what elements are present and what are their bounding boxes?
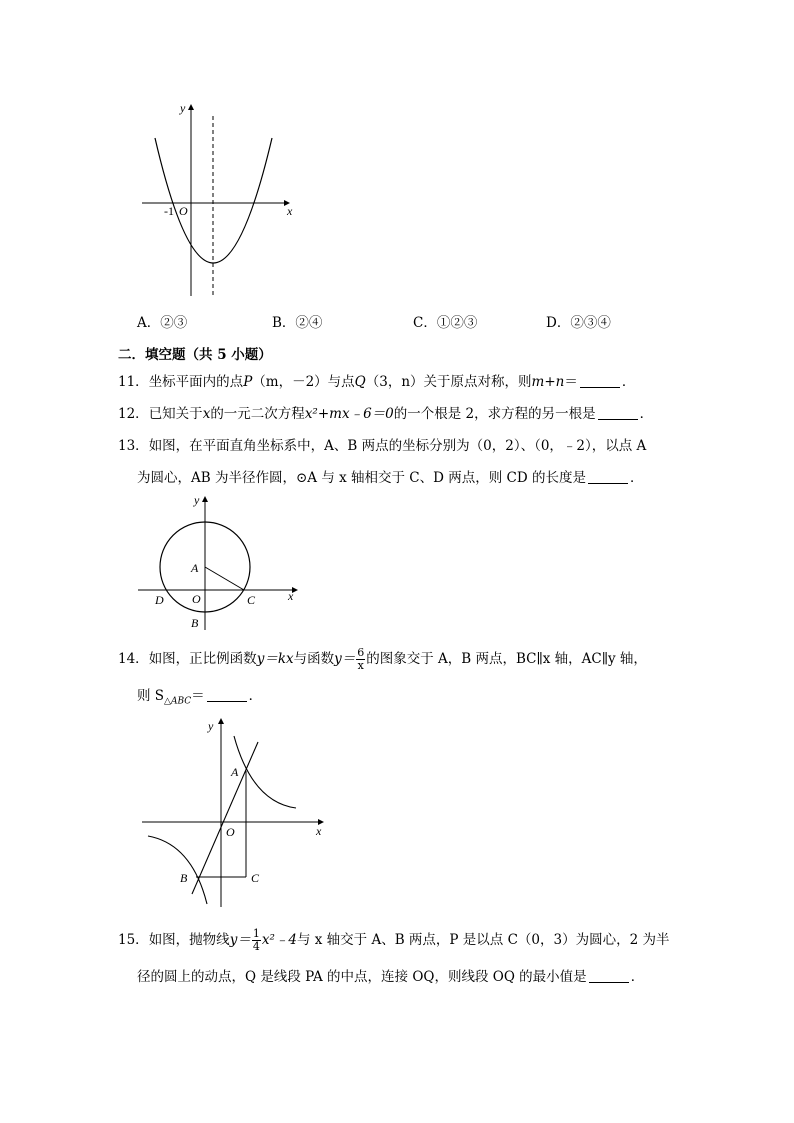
q14-text2: 与函数 <box>293 651 335 667</box>
x-label: x <box>287 204 293 218</box>
question-12 <box>118 404 653 424</box>
origin-label: O <box>192 592 201 606</box>
q13-end: ． <box>629 470 644 486</box>
q15-text2: 与 x 轴交于 A、B 两点，P 是以点 C（0，3）为圆心，2 为半 <box>296 932 670 948</box>
q14-text: 如图，正比例函数 <box>148 651 257 667</box>
radius-ac <box>205 567 244 590</box>
point-a-label: A <box>191 561 199 575</box>
q11-pcoord: （m，－2） <box>252 374 328 390</box>
question-13-line1 <box>118 436 646 456</box>
question-13-line2 <box>137 468 643 488</box>
q13-answer-blank[interactable] <box>588 469 628 484</box>
q15-fraction <box>252 928 261 953</box>
q11-text: 坐标平面内的点 <box>148 374 244 390</box>
q11-eq: ＝ <box>564 374 578 390</box>
q15-text: 如图，抛物线 <box>148 932 230 948</box>
y-label: y <box>180 101 186 115</box>
q12-text2: 的一元二次方程 <box>210 406 305 422</box>
q13-text2: 为圆心，AB 为半径作圆，⊙A 与 x 轴相交于 C、D 两点，则 CD 的长度是 <box>137 470 586 486</box>
q12-x: x <box>202 406 211 422</box>
q11-answer-blank[interactable] <box>580 373 620 388</box>
hyperbola-figure <box>140 714 330 909</box>
q14-fraction <box>356 647 365 672</box>
q15-answer-blank[interactable] <box>589 968 629 983</box>
q11-qcoord: （3，n） <box>365 374 424 390</box>
q14-number: 14． <box>118 651 149 667</box>
y-label: y <box>208 719 214 733</box>
circle-figure <box>136 492 306 632</box>
q14-answer-blank[interactable] <box>207 687 247 702</box>
q14-s: 则 S <box>137 688 165 704</box>
q11-q: Q <box>354 374 366 390</box>
q14-end: ． <box>248 688 263 704</box>
q11-p: P <box>243 374 253 390</box>
option-b[interactable]: B．②④ <box>272 315 323 331</box>
q14-frac-den: x <box>357 659 364 672</box>
q12-equation: x²+mx﹣6＝0 <box>304 406 394 422</box>
q15-func2: x²﹣4 <box>261 932 297 948</box>
neg-one-label: -1 <box>164 204 174 218</box>
hyperbola-branch-2 <box>148 836 207 904</box>
q13-text: 如图，在平面直角坐标系中，A、B 两点的坐标分别为（0，2）、（0，﹣2），以点 A <box>148 438 647 454</box>
section-heading: 二．填空题（共 5 小题） <box>118 347 272 363</box>
q15-number: 15． <box>118 932 149 948</box>
q12-text: 已知关于 <box>148 406 203 422</box>
parabola-figure <box>138 98 308 303</box>
q15-frac-den: 4 <box>252 940 260 953</box>
line-ab <box>192 742 258 894</box>
question-14-line1 <box>118 646 647 672</box>
option-d[interactable]: D．②③④ <box>546 315 611 331</box>
q14-subscript: △ABC <box>164 696 192 707</box>
q11-expr: m+n <box>531 374 565 390</box>
question-11 <box>118 372 635 392</box>
q14-eq: ＝ <box>191 688 205 704</box>
origin-label: O <box>179 204 188 218</box>
x-label: x <box>288 589 294 603</box>
q14-text3: 的图象交于 A，B 两点，BC∥x 轴，AC∥y 轴， <box>366 651 647 667</box>
q12-text3: 的一个根是 2，求方程的另一根是 <box>393 406 596 422</box>
q12-number: 12． <box>118 406 149 422</box>
q11-end: ． <box>621 374 636 390</box>
question-14-line2 <box>137 686 262 712</box>
q11-number: 11． <box>118 374 149 390</box>
q15-frac-num: 1 <box>252 927 260 940</box>
question-15-line2 <box>137 967 644 987</box>
q12-answer-blank[interactable] <box>598 405 638 420</box>
question-15-line1 <box>118 927 669 953</box>
q15-end: ． <box>630 969 645 985</box>
q15-text3: 径的圆上的动点，Q 是线段 PA 的中点，连接 OQ，则线段 OQ 的最小值是 <box>137 969 587 985</box>
point-b-label: B <box>191 616 199 630</box>
point-b-label: B <box>180 871 188 885</box>
q15-func: y＝ <box>229 932 251 948</box>
hyperbola-branch-1 <box>234 736 296 808</box>
q11-text2: 与点 <box>327 374 355 390</box>
option-a[interactable]: A．②③ <box>137 315 188 331</box>
y-label: y <box>194 493 200 507</box>
q14-frac-num: 6 <box>357 646 365 659</box>
option-c[interactable]: C．①②③ <box>413 315 478 331</box>
q13-number: 13． <box>118 438 149 454</box>
point-c-label: C <box>247 593 256 607</box>
q14-func1: y＝kx <box>256 651 294 667</box>
point-d-label: D <box>155 593 164 607</box>
q12-end: ． <box>639 406 654 422</box>
q11-text3: 关于原点对称，则 <box>423 374 532 390</box>
point-a-label: A <box>231 765 239 779</box>
q14-func2: y＝ <box>334 651 356 667</box>
origin-label: O <box>226 825 235 839</box>
x-label: x <box>316 824 322 838</box>
point-c-label: C <box>251 871 260 885</box>
